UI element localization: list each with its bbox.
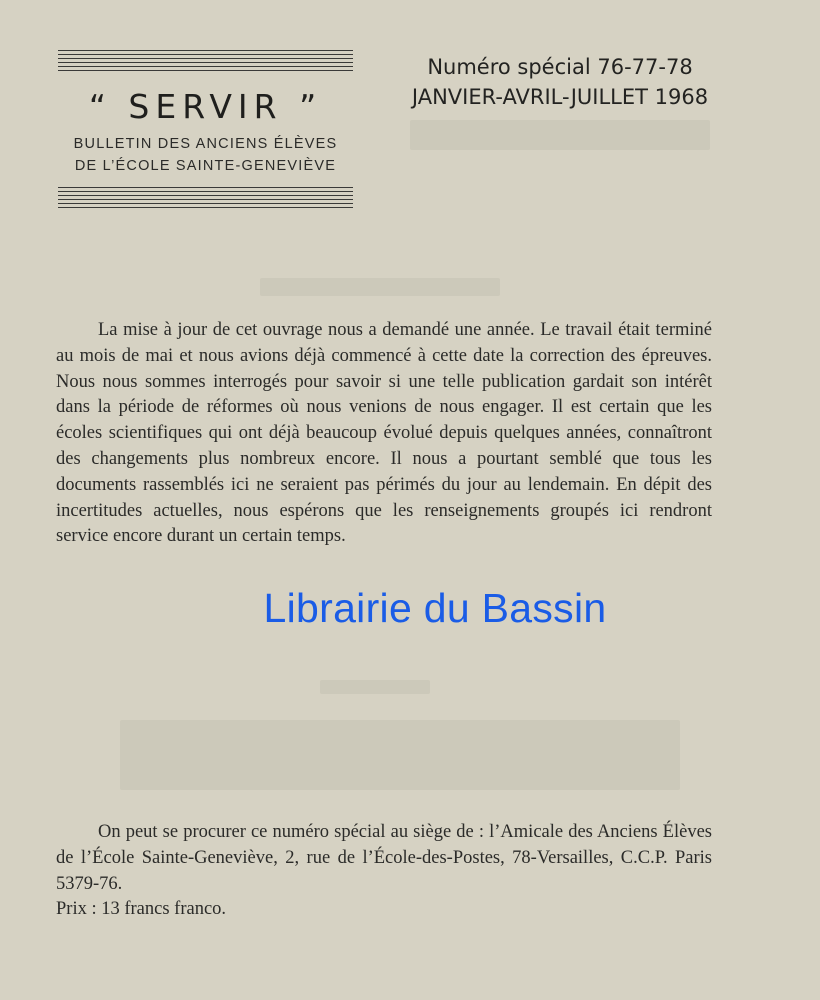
contact-text: On peut se procurer ce numéro spécial au siège de : l’Amicale des Anciens Élèves de l’École Sainte-Geneviève, 2, rue de l’École-des-Postes, 78-Versailles, C.C.P. Paris 5379-76.	[56, 822, 712, 894]
issue-number: Numéro spécial 76-77-78	[427, 55, 693, 79]
price-text: Prix : 13 francs franco.	[56, 899, 227, 920]
watermark-text: Librairie du Bassin	[263, 585, 607, 631]
masthead-rules-top	[58, 50, 353, 71]
issue-info	[395, 52, 725, 112]
bulletin-subtitle-line1: BULLETIN DES ANCIENS ÉLÈVES	[73, 136, 338, 152]
intro-paragraph: La mise à jour de cet ouvrage nous a demandé une année. Le travail était terminé au mois de mai et nous avions déjà commencé à cette date la correction des épreuves. Nous nous sommes interrogés pour savoir si une telle publication gardait son intérêt dans la période de réformes où nous venions de nous engager. Il est certain que les écoles scientifiques qui ont déjà beaucoup évolué depuis quelques années, connaîtront des changements plus nombreux encore. Il nous a pourtant semblé que tous les documents rassemblés ici ne seraient pas périmés du jour au lendemain. En dépit des incertitudes actuelles, nous espérons que les renseignements groupés ici rendront service encore durant un certain temps.	[56, 320, 712, 547]
masthead	[58, 50, 353, 208]
show-through	[320, 680, 430, 694]
masthead-rules-bottom	[58, 187, 353, 208]
issue-date: JANVIER-AVRIL-JUILLET 1968	[411, 85, 709, 109]
contact-paragraph	[56, 820, 712, 923]
show-through	[260, 278, 500, 296]
bulletin-subtitle-line2: DE L’ÉCOLE SAINTE-GENEVIÈVE	[74, 158, 337, 174]
bulletin-title: “ SERVIR ”	[88, 87, 323, 126]
show-through	[120, 720, 680, 790]
show-through	[410, 120, 710, 150]
